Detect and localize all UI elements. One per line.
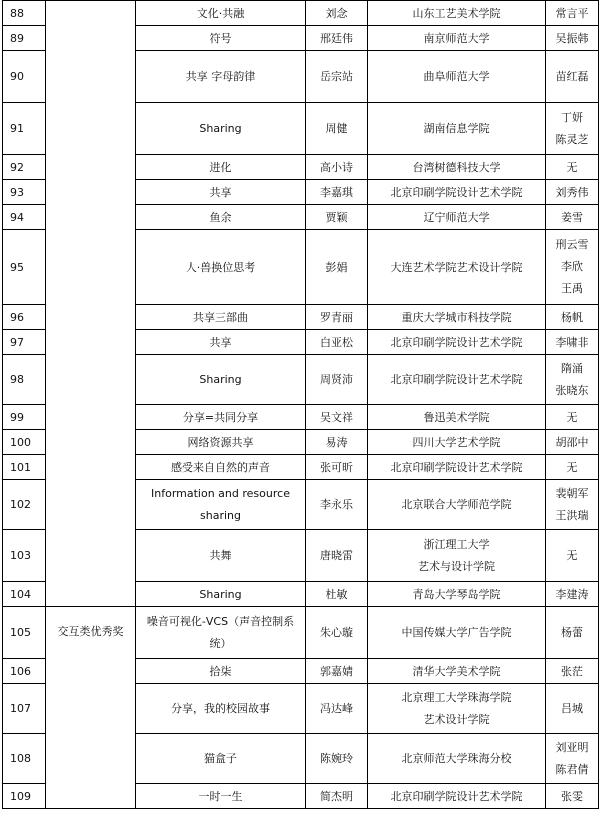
row-number: 104 bbox=[3, 582, 46, 607]
advisor-name: 常言平 bbox=[546, 1, 599, 26]
award-table bbox=[2, 0, 599, 809]
cell-line: 艺术设计学院 bbox=[423, 712, 490, 726]
author-name: 贾颖 bbox=[306, 205, 368, 230]
author-name: 罗青丽 bbox=[306, 305, 368, 330]
author-name: 吴文祥 bbox=[306, 405, 368, 430]
school-name: 南京师范大学 bbox=[368, 26, 546, 51]
school-name: 山东工艺美术学院 bbox=[368, 1, 546, 26]
row-number: 108 bbox=[3, 734, 46, 784]
author-name: 易涛 bbox=[306, 430, 368, 455]
row-number: 99 bbox=[3, 405, 46, 430]
advisor-name bbox=[546, 480, 599, 530]
cell-line: 艺术与设计学院 bbox=[418, 559, 495, 573]
row-number: 91 bbox=[3, 103, 46, 155]
author-name: 杜敏 bbox=[306, 582, 368, 607]
work-title: Sharing bbox=[136, 355, 306, 405]
cell-line: 丁妍 bbox=[561, 110, 583, 124]
row-number: 106 bbox=[3, 659, 46, 684]
cell-line: 裴朝军 bbox=[555, 486, 589, 500]
cell-line: 浙江理工大学 bbox=[423, 537, 490, 551]
author-name: 郭嘉婧 bbox=[306, 659, 368, 684]
school-name: 北京联合大学师范学院 bbox=[368, 480, 546, 530]
author-name: 冯达峰 bbox=[306, 684, 368, 734]
work-title: 共享 字母韵律 bbox=[136, 51, 306, 103]
school-name: 台湾树德科技大学 bbox=[368, 155, 546, 180]
advisor-name: 吴振韩 bbox=[546, 26, 599, 51]
school-name: 北京印刷学院设计艺术学院 bbox=[368, 784, 546, 809]
cell-line: 噪音可视化-VCS（声音控制系 bbox=[146, 614, 295, 628]
work-title: 鱼余 bbox=[136, 205, 306, 230]
author-name: 邢廷伟 bbox=[306, 26, 368, 51]
cell-line: 王禹 bbox=[561, 282, 583, 295]
advisor-name: 姜雪 bbox=[546, 205, 599, 230]
author-name: 李永乐 bbox=[306, 480, 368, 530]
school-name: 北京印刷学院设计艺术学院 bbox=[368, 355, 546, 405]
work-title: Sharing bbox=[136, 103, 306, 155]
work-title: 进化 bbox=[136, 155, 306, 180]
row-number: 95 bbox=[3, 230, 46, 305]
author-name: 彭娟 bbox=[306, 230, 368, 305]
author-name: 简杰明 bbox=[306, 784, 368, 809]
row-number: 94 bbox=[3, 205, 46, 230]
author-name: 李嘉琪 bbox=[306, 180, 368, 205]
row-number: 90 bbox=[3, 51, 46, 103]
advisor-name: 杨帆 bbox=[546, 305, 599, 330]
row-number: 107 bbox=[3, 684, 46, 734]
cell-line: Information and resource bbox=[151, 486, 290, 500]
row-number: 89 bbox=[3, 26, 46, 51]
author-name: 周健 bbox=[306, 103, 368, 155]
row-number: 103 bbox=[3, 530, 46, 582]
row-number: 88 bbox=[3, 1, 46, 26]
advisor-name: 苗红磊 bbox=[546, 51, 599, 103]
cell-line: 李欣 bbox=[561, 260, 583, 273]
advisor-name: 无 bbox=[546, 530, 599, 582]
work-title bbox=[136, 607, 306, 659]
author-name: 唐晓雷 bbox=[306, 530, 368, 582]
cell-line: 隋涌 bbox=[561, 361, 583, 375]
advisor-name: 李啸非 bbox=[546, 330, 599, 355]
work-title: 符号 bbox=[136, 26, 306, 51]
advisor-name: 无 bbox=[546, 155, 599, 180]
work-title: 文化·共融 bbox=[136, 1, 306, 26]
school-name: 北京印刷学院设计艺术学院 bbox=[368, 455, 546, 480]
category-cell-previous bbox=[46, 1, 136, 607]
cell-line: 陈君倩 bbox=[555, 762, 589, 776]
author-name: 张可昕 bbox=[306, 455, 368, 480]
table-row bbox=[3, 607, 599, 659]
school-name: 大连艺术学院艺术设计学院 bbox=[368, 230, 546, 305]
row-number: 92 bbox=[3, 155, 46, 180]
author-name: 岳宗站 bbox=[306, 51, 368, 103]
cell-line: 统） bbox=[209, 636, 232, 650]
advisor-name bbox=[546, 734, 599, 784]
school-name: 鲁迅美术学院 bbox=[368, 405, 546, 430]
work-title: 网络资源共享 bbox=[136, 430, 306, 455]
advisor-name: 张茫 bbox=[546, 659, 599, 684]
advisor-name: 胡邵中 bbox=[546, 430, 599, 455]
author-name: 陈婉玲 bbox=[306, 734, 368, 784]
school-name: 北京印刷学院设计艺术学院 bbox=[368, 180, 546, 205]
advisor-name: 刘秀伟 bbox=[546, 180, 599, 205]
work-title: 人·兽换位思考 bbox=[136, 230, 306, 305]
school-name: 四川大学艺术学院 bbox=[368, 430, 546, 455]
row-number: 100 bbox=[3, 430, 46, 455]
author-name: 白亚松 bbox=[306, 330, 368, 355]
cell-line: 刘亚明 bbox=[555, 740, 589, 754]
school-name bbox=[368, 684, 546, 734]
school-name: 辽宁师范大学 bbox=[368, 205, 546, 230]
cell-line: 王洪瑞 bbox=[555, 508, 589, 522]
author-name: 周贤沛 bbox=[306, 355, 368, 405]
row-number: 93 bbox=[3, 180, 46, 205]
work-title: 猫盒子 bbox=[136, 734, 306, 784]
work-title: Sharing bbox=[136, 582, 306, 607]
advisor-name: 无 bbox=[546, 455, 599, 480]
work-title: 分享，我的校园故事 bbox=[136, 684, 306, 734]
school-name: 曲阜师范大学 bbox=[368, 51, 546, 103]
school-name: 青岛大学琴岛学院 bbox=[368, 582, 546, 607]
row-number: 102 bbox=[3, 480, 46, 530]
row-number: 109 bbox=[3, 784, 46, 809]
work-title: 共享 bbox=[136, 330, 306, 355]
work-title: 拾柒 bbox=[136, 659, 306, 684]
row-number: 96 bbox=[3, 305, 46, 330]
advisor-name bbox=[546, 230, 599, 305]
advisor-name bbox=[546, 355, 599, 405]
advisor-name: 杨蕾 bbox=[546, 607, 599, 659]
cell-line: sharing bbox=[200, 508, 241, 522]
advisor-name bbox=[546, 103, 599, 155]
category-cell bbox=[46, 607, 136, 809]
row-number: 98 bbox=[3, 355, 46, 405]
school-name: 北京印刷学院设计艺术学院 bbox=[368, 330, 546, 355]
work-title bbox=[136, 480, 306, 530]
advisor-name: 吕城 bbox=[546, 684, 599, 734]
school-name bbox=[368, 530, 546, 582]
cell-line: 张晓东 bbox=[555, 383, 589, 397]
author-name: 朱心璇 bbox=[306, 607, 368, 659]
row-number: 97 bbox=[3, 330, 46, 355]
school-name: 清华大学美术学院 bbox=[368, 659, 546, 684]
work-title: 分享=共同分享 bbox=[136, 405, 306, 430]
advisor-name: 无 bbox=[546, 405, 599, 430]
row-number: 105 bbox=[3, 607, 46, 659]
work-title: 共享 bbox=[136, 180, 306, 205]
row-number: 101 bbox=[3, 455, 46, 480]
work-title: 共舞 bbox=[136, 530, 306, 582]
school-name: 北京师范大学珠海分校 bbox=[368, 734, 546, 784]
author-name: 刘念 bbox=[306, 1, 368, 26]
category-label: 交互类优秀奖 bbox=[57, 625, 124, 638]
work-title: 一时一生 bbox=[136, 784, 306, 809]
author-name: 高小诗 bbox=[306, 155, 368, 180]
school-name: 中国传媒大学广告学院 bbox=[368, 607, 546, 659]
cell-line: 陈灵芝 bbox=[555, 132, 589, 146]
work-title: 感受来自自然的声音 bbox=[136, 455, 306, 480]
cell-line: 北京理工大学珠海学院 bbox=[401, 690, 512, 704]
table-row bbox=[3, 1, 599, 26]
award-table-body bbox=[3, 1, 599, 809]
school-name: 湖南信息学院 bbox=[368, 103, 546, 155]
school-name: 重庆大学城市科技学院 bbox=[368, 305, 546, 330]
cell-line: 刑云雪 bbox=[555, 238, 589, 251]
work-title: 共享三部曲 bbox=[136, 305, 306, 330]
advisor-name: 张雯 bbox=[546, 784, 599, 809]
advisor-name: 李建涛 bbox=[546, 582, 599, 607]
